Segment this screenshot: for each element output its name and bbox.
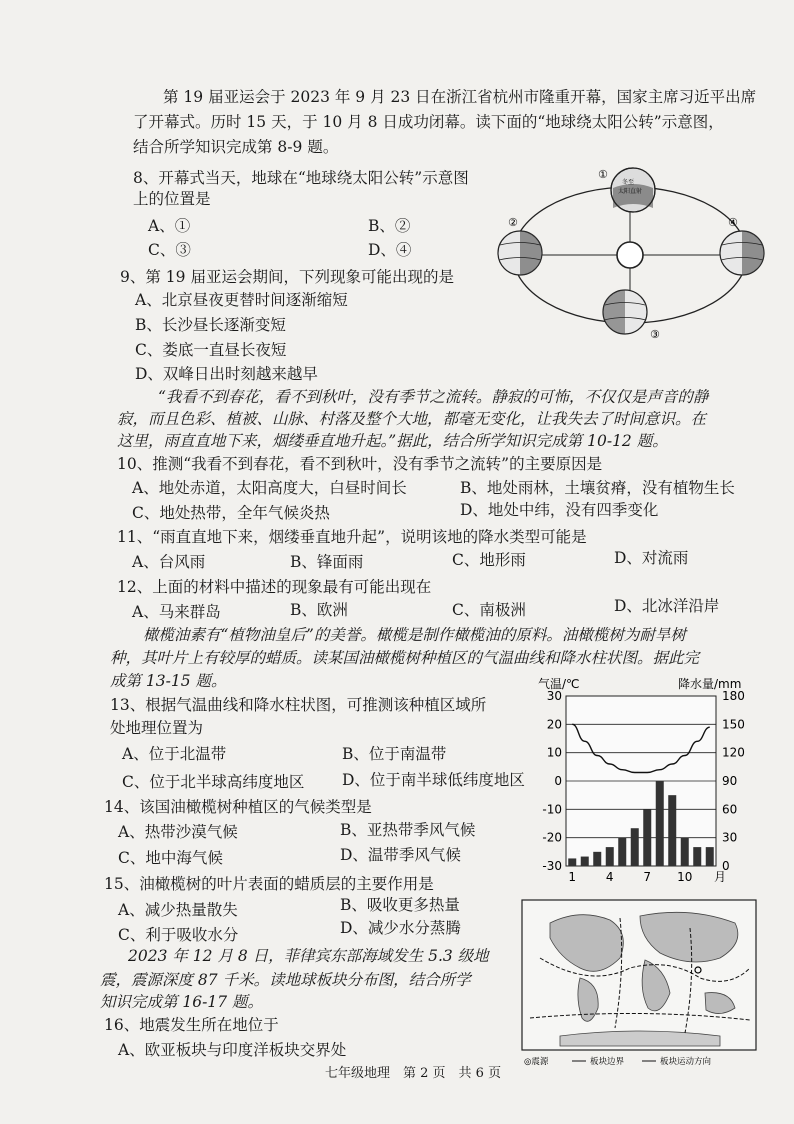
q11-option-a: A、台风雨 bbox=[132, 553, 206, 571]
q8-stem: 8、开幕式当天，地球在“地球绕太阳公转”示意图 bbox=[133, 169, 469, 187]
q12-option-d: D、北冰洋沿岸 bbox=[614, 597, 720, 615]
legend-boundary: 板块边界 bbox=[590, 1057, 625, 1067]
q13-stem-cont: 处地理位置为 bbox=[110, 719, 204, 737]
q14-option-d: D、温带季风气候 bbox=[340, 846, 461, 864]
q14-option-a: A、热带沙漠气候 bbox=[118, 823, 238, 841]
precip-bar bbox=[568, 858, 576, 866]
y-tick-label: -30 bbox=[542, 859, 562, 873]
q10-option-b: B、地处雨林，土壤贫瘠，没有植物生长 bbox=[460, 479, 735, 497]
precip-bar bbox=[581, 857, 589, 866]
intro1-line1: 第 19 届亚运会于 2023 年 9 月 23 日在浙江省杭州市隆重开幕，国家主席习近平出席 bbox=[163, 88, 757, 106]
y2-tick-label: 60 bbox=[722, 802, 738, 817]
y-tick-label: -20 bbox=[542, 830, 562, 845]
earth-position-2 bbox=[498, 231, 542, 275]
intro2-line2: 寂，而且色彩、植被、山脉、村落及整个大地，都毫无变化，让我失去了时间意识。在 bbox=[117, 410, 707, 428]
precip-bar bbox=[668, 795, 676, 866]
x-tick-label: 7 bbox=[643, 870, 652, 884]
x-tick-label: 4 bbox=[605, 870, 614, 884]
q10-stem: 10、推测“我看不到春花，看不到秋叶，没有季节之流转”的主要原因是 bbox=[117, 455, 603, 473]
intro3-line3: 成第 13-15 题。 bbox=[110, 672, 227, 690]
q8-stem-cont: 上的位置是 bbox=[133, 190, 211, 208]
y-tick-label: 10 bbox=[546, 745, 562, 760]
sun-icon bbox=[617, 242, 643, 268]
intro4-line2: 震，震源深度 87 千米。读地球板块分布图，结合所学 bbox=[100, 971, 471, 989]
q15-option-b: B、吸收更多热量 bbox=[340, 896, 460, 914]
y2-tick-label: 30 bbox=[722, 830, 738, 845]
svg-text:冬至: 冬至 bbox=[622, 179, 635, 186]
intro1-line3: 结合所学知识完成第 8-9 题。 bbox=[133, 138, 339, 156]
intro3-line2: 种，其叶片上有较厚的蜡质。读某国油橄榄树种植区的气温曲线和降水柱状图。据此完 bbox=[110, 649, 700, 667]
q8-option-a: A、① bbox=[148, 217, 191, 235]
q16-option-a: A、欧亚板块与印度洋板块交界处 bbox=[118, 1041, 347, 1059]
q13-option-b: B、位于南温带 bbox=[342, 745, 447, 763]
legend-quake: ◎震源 bbox=[524, 1057, 549, 1067]
q13-option-d: D、位于南半球低纬度地区 bbox=[342, 771, 525, 789]
chart-ylabel-left: 气温/℃ bbox=[538, 677, 580, 691]
q11-stem: 11、“雨直直地下来，烟缕垂直地升起”，说明该地的降水类型可能是 bbox=[117, 528, 587, 546]
plate-map bbox=[520, 898, 760, 1068]
position-4-marker: ④ bbox=[728, 216, 738, 229]
q16-stem: 16、地震发生所在地位于 bbox=[104, 1016, 279, 1034]
position-3-marker: ③ bbox=[650, 328, 660, 341]
y2-tick-label: 0 bbox=[722, 859, 730, 873]
y-tick-label: -10 bbox=[542, 802, 562, 817]
svg-text:太阳直射: 太阳直射 bbox=[618, 188, 643, 195]
q12-option-a: A、马来群岛 bbox=[132, 603, 221, 621]
q12-option-c: C、南极洲 bbox=[452, 601, 526, 619]
q12-option-b: B、欧洲 bbox=[290, 601, 348, 619]
y2-tick-label: 120 bbox=[722, 745, 745, 760]
q10-option-c: C、地处热带，全年气候炎热 bbox=[132, 504, 330, 522]
q13-option-c: C、位于北半球高纬度地区 bbox=[122, 773, 305, 791]
q8-option-b: B、② bbox=[368, 217, 411, 235]
q10-option-a: A、地处赤道，太阳高度大，白昼时间长 bbox=[132, 479, 407, 497]
intro4-line1: 2023 年 12 月 8 日，菲律宾东部海域发生 5.3 级地 bbox=[128, 947, 489, 965]
precip-bar bbox=[593, 852, 601, 866]
intro4-line3: 知识完成第 16-17 题。 bbox=[100, 993, 264, 1011]
y-tick-label: 0 bbox=[554, 774, 562, 788]
earth-orbit-diagram bbox=[490, 160, 770, 360]
q9-option-d: D、双峰日出时刻越来越早 bbox=[135, 365, 318, 383]
precip-bar bbox=[643, 809, 651, 866]
y-tick-label: 30 bbox=[546, 689, 562, 703]
precip-bar bbox=[656, 781, 664, 866]
q13-stem: 13、根据气温曲线和降水柱状图，可推测该种植区域所 bbox=[110, 696, 487, 714]
position-2-marker: ② bbox=[508, 216, 518, 229]
x-unit-label: 月 bbox=[714, 870, 727, 884]
earth-position-4 bbox=[720, 231, 764, 275]
precip-bar bbox=[706, 847, 714, 866]
q15-option-a: A、减少热量散失 bbox=[118, 901, 238, 919]
q8-option-d: D、④ bbox=[368, 241, 412, 259]
q9-option-b: B、长沙昼长逐渐变短 bbox=[135, 316, 286, 334]
intro3-line1: 橄榄油素有“植物油皇后”的美誉。橄榄是制作橄榄油的原料。油橄榄树为耐旱树 bbox=[143, 626, 686, 644]
q15-option-d: D、减少水分蒸腾 bbox=[340, 919, 461, 937]
y2-tick-label: 150 bbox=[722, 717, 745, 732]
q14-option-b: B、亚热带季风气候 bbox=[340, 821, 476, 839]
page-footer: 七年级地理 第 2 页 共 6 页 bbox=[325, 1066, 502, 1081]
q11-option-d: D、对流雨 bbox=[614, 549, 689, 567]
q11-option-c: C、地形雨 bbox=[452, 551, 526, 569]
legend-direction: 板块运动方向 bbox=[660, 1057, 712, 1067]
climate-chart bbox=[528, 672, 790, 884]
q9-option-a: A、北京昼夜更替时间逐渐缩短 bbox=[135, 291, 348, 309]
intro2-line1: “我看不到春花，看不到秋叶，没有季节之流转。静寂的可怖，不仅仅是声音的静 bbox=[158, 388, 709, 406]
position-1-marker: ① bbox=[598, 168, 608, 181]
precip-bar bbox=[631, 828, 639, 866]
q9-stem: 9、第 19 届亚运会期间，下列现象可能出现的是 bbox=[120, 268, 454, 286]
q13-option-a: A、位于北温带 bbox=[122, 745, 227, 763]
q9-option-c: C、娄底一直昼长夜短 bbox=[135, 341, 287, 359]
chart-ylabel-right: 降水量/mm bbox=[678, 677, 742, 691]
precip-bar bbox=[681, 838, 689, 866]
y2-tick-label: 180 bbox=[722, 689, 745, 703]
q11-option-b: B、锋面雨 bbox=[290, 553, 364, 571]
continent-shape bbox=[560, 1031, 720, 1046]
y-tick-label: 20 bbox=[546, 717, 562, 732]
q14-stem: 14、该国油橄榄树种植区的气候类型是 bbox=[104, 798, 372, 816]
q10-option-d: D、地处中纬，没有四季变化 bbox=[460, 501, 659, 519]
q14-option-c: C、地中海气候 bbox=[118, 849, 223, 867]
earth-position-3 bbox=[603, 290, 647, 334]
q15-option-c: C、利于吸收水分 bbox=[118, 926, 239, 944]
q15-stem: 15、油橄榄树的叶片表面的蜡质层的主要作用是 bbox=[104, 875, 434, 893]
y2-tick-label: 90 bbox=[722, 774, 738, 788]
earth-position-1 bbox=[611, 168, 655, 212]
intro1-line2: 了开幕式。历时 15 天，于 10 月 8 日成功闭幕。读下面的“地球绕太阳公转”示意图， bbox=[133, 113, 724, 131]
q12-stem: 12、上面的材料中描述的现象最有可能出现在 bbox=[117, 578, 432, 596]
x-tick-label: 1 bbox=[568, 870, 577, 884]
precip-bar bbox=[693, 847, 701, 866]
precip-bar bbox=[606, 847, 614, 866]
precip-bar bbox=[618, 838, 626, 866]
q8-option-c: C、③ bbox=[148, 241, 191, 259]
x-tick-label: 10 bbox=[677, 870, 693, 884]
intro2-line3: 这里，雨直直地下来，烟缕垂直地升起。”据此，结合所学知识完成第 10-12 题。 bbox=[117, 432, 668, 450]
